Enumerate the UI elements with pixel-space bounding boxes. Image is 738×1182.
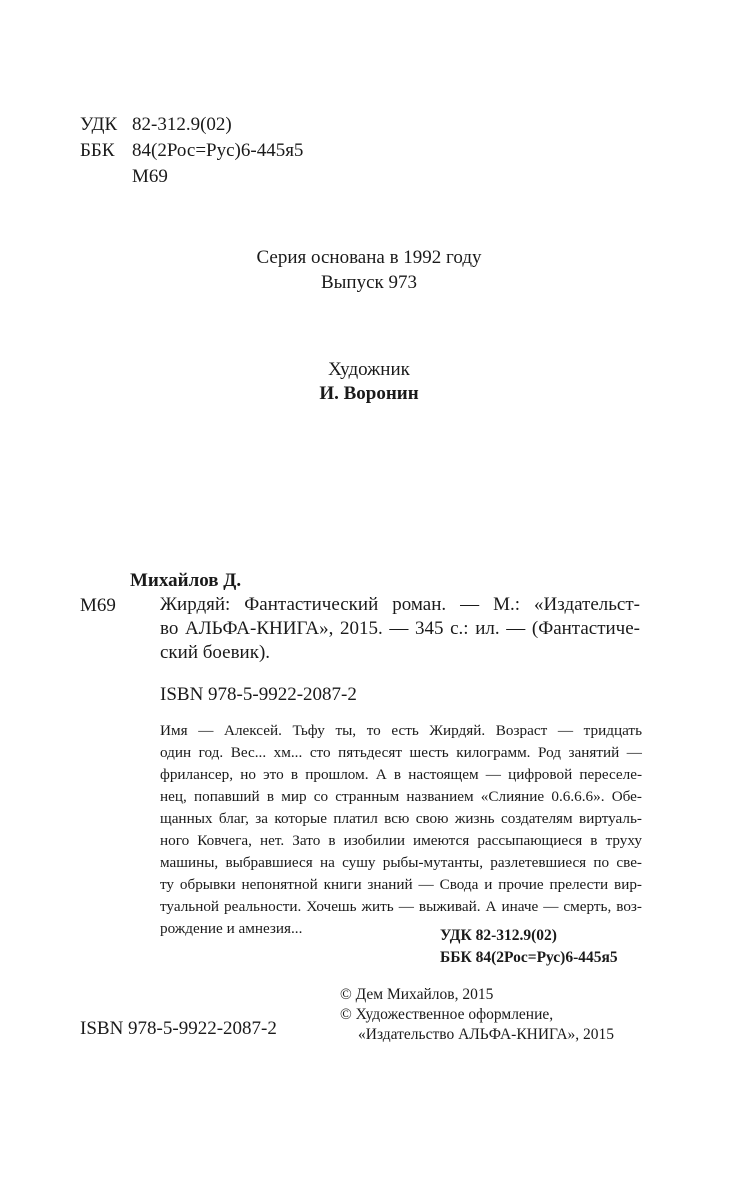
bibliographic-line: Жирдяй: Фантастический роман. — М.: «Издательст-	[160, 594, 640, 615]
annotation-line: рождение и амнезия...	[160, 920, 303, 937]
author-mark-row	[80, 164, 303, 190]
annotation	[160, 720, 642, 940]
index-udk: УДК 82-312.9(02)	[440, 927, 557, 944]
classification-block	[80, 112, 303, 190]
copyright-author: © Дем Михайлов, 2015	[340, 986, 494, 1003]
bibliographic-line: ский боевик).	[160, 642, 271, 663]
bbk-row	[80, 138, 303, 164]
artist-name: И. Воронин	[319, 383, 419, 404]
index-block	[440, 925, 642, 969]
bbk-label: ББК	[80, 140, 115, 161]
bibliographic-description	[160, 593, 640, 665]
index-bbk: ББК 84(2Рос=Рус)6-445я5	[440, 949, 618, 966]
annotation-line: один год. Вес... хм... сто пятьдесят шесть килограмм. Род занятий —	[160, 744, 642, 761]
annotation-line: фрилансер, но это в прошлом. А в настоящем — цифровой переселе-	[160, 766, 642, 783]
copyright-block	[340, 985, 614, 1045]
series-founded: Серия основана в 1992 году	[256, 247, 482, 268]
udk-row	[80, 112, 303, 138]
copyright-design: © Художественное оформление,	[340, 1006, 554, 1023]
annotation-line: нец, попавший в мир со странным названием «Слияние 0.6.6.6». Обе-	[160, 788, 642, 805]
annotation-line: ного Ковчега, нет. Зато в изобилии имеются рассыпающиеся в труху	[160, 832, 642, 849]
annotation-line: Имя — Алексей. Тьфу ты, то есть Жирдяй. Возраст — тридцать	[160, 722, 642, 739]
annotation-line: туальной реальности. Хочешь жить — выживай. А иначе — смерть, воз-	[160, 898, 642, 915]
author-mark: М69	[132, 166, 168, 187]
bibliographic-author: Михайлов Д.	[130, 570, 242, 591]
isbn-footer: ISBN 978-5-9922-2087-2	[80, 1018, 277, 1039]
series-issue: Выпуск 973	[320, 272, 418, 293]
annotation-line: щанных благ, за которые платил всю свою жизнь создателям виртуаль-	[160, 810, 642, 827]
bbk-value: 84(2Рос=Рус)6-445я5	[132, 140, 304, 161]
bibliographic-mark: М69	[80, 595, 116, 616]
copyright-publisher: «Издательство АЛЬФА-КНИГА», 2015	[358, 1026, 615, 1043]
udk-label: УДК	[80, 114, 118, 135]
annotation-line: ту обрывки непонятной книги знаний — Свода и прочие прелести вир-	[160, 876, 642, 893]
bibliographic-line: во АЛЬФА-КНИГА», 2015. — 345 с.: ил. — (Фантастиче-	[160, 618, 640, 639]
artist-label: Художник	[328, 359, 410, 380]
bibliographic-isbn: ISBN 978-5-9922-2087-2	[160, 684, 357, 705]
annotation-line: машины, выбравшиеся на сушу рыбы-мутанты, разлетевшиеся по све-	[160, 854, 642, 871]
udk-value: 82-312.9(02)	[132, 114, 232, 135]
